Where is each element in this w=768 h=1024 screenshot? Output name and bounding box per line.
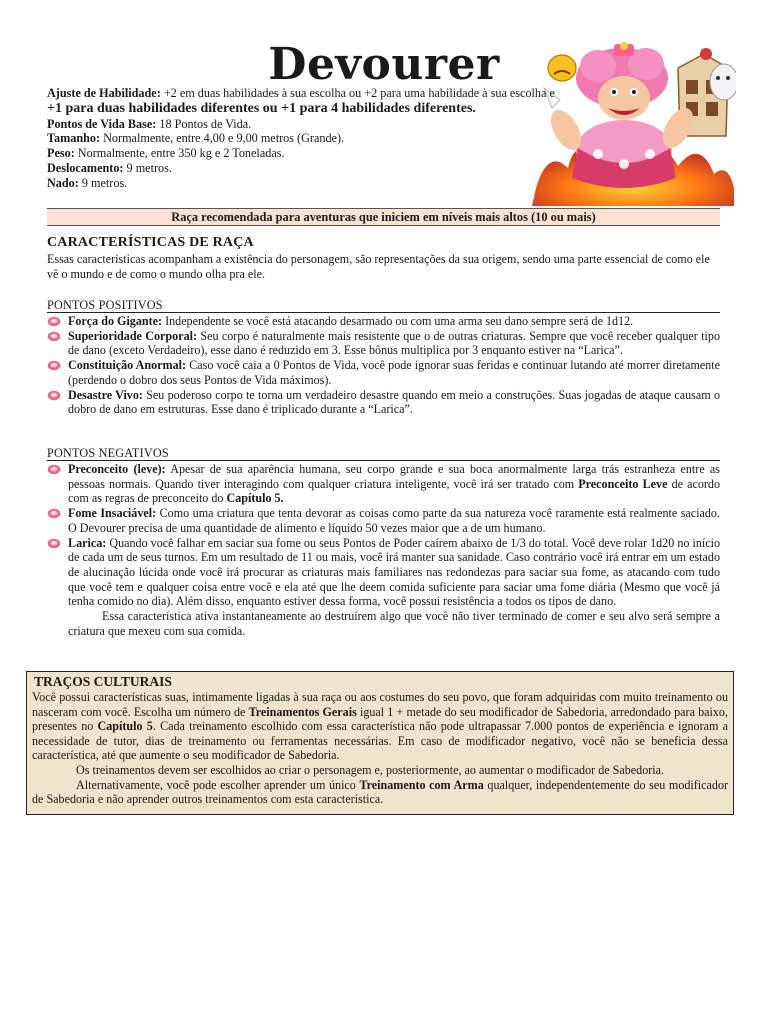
list-item bbox=[47, 314, 720, 329]
donut-bullet-icon bbox=[47, 464, 61, 475]
item-text: Seu poderoso corpo te torna um verdadeiro desastre quando em meio a construções. Suas jogadas de ataque causam o dobro de dano em estruturas. Esse dano é triplicado durante a “Larica”. bbox=[68, 387, 720, 417]
cultural-paragraph bbox=[32, 690, 728, 763]
race-traits-heading: CARACTERÍSTICAS DE RAÇA bbox=[47, 235, 254, 250]
item-bold: Capítulo 5 bbox=[226, 491, 281, 506]
ability-text-large: +1 para duas habilidades diferentes ou +1 para 4 habilidades diferentes. bbox=[47, 100, 476, 116]
move-label: Deslocamento: bbox=[47, 160, 124, 175]
size-value: Normalmente, entre 4,00 e 9,00 metros (Grande). bbox=[100, 131, 345, 146]
base-hp bbox=[47, 117, 557, 132]
hp-value: 18 Pontos de Vida. bbox=[156, 116, 252, 131]
item-name: Preconceito (leve): bbox=[68, 462, 166, 476]
race-traits-intro: Essas características acompanham a existência do personagem, são representações da sua origem, sendo uma parte essencial de como ele vê o mundo e de como o mundo olha pra ele. bbox=[47, 252, 710, 281]
item-text: Como uma criatura que tenta devorar as coisas como parte da sua natureza você raramente está realmente saciado. O Devourer precisa de uma quantidade de alimento e líquido 50 vezes maior que a de um humano. bbox=[68, 506, 720, 535]
ability-text: +2 em duas habilidades à sua escolha ou +2 para uma habilidade à sua escolha e bbox=[160, 86, 555, 100]
donut-bullet-icon bbox=[47, 316, 61, 327]
item-bold: Preconceito Leve bbox=[578, 476, 668, 491]
ability-label: Ajuste de Habilidade: bbox=[47, 86, 161, 100]
recommendation-banner: Raça recomendada para aventuras que iniciem em níveis mais altos (10 ou mais) bbox=[47, 208, 720, 226]
list-item bbox=[47, 536, 720, 639]
move-value: 9 metros. bbox=[123, 160, 172, 175]
item-name: Fome Insaciável: bbox=[68, 506, 157, 521]
cultural-traits-box bbox=[26, 671, 734, 815]
swim bbox=[47, 176, 557, 191]
item-text: Caso você caia a 0 Pontos de Vida, você pode ignorar suas feridas e continuar lutando até morrer diretamente (perdendo o dobro dos seus Pontos de Vida máximos). bbox=[68, 358, 720, 387]
page-title: Devourer bbox=[268, 39, 500, 90]
item-text: de acordo com as regras de preconceito do bbox=[68, 476, 720, 506]
item-name: Força do Gigante: bbox=[68, 314, 163, 328]
size bbox=[47, 131, 557, 146]
item-text: . bbox=[280, 491, 284, 506]
item-text: Quando você falhar em saciar sua fome ou seus Pontos de Poder caírem abaixo de 1/3 do total. Você deve rolar 1d20 no início de cada um de seus turnos. Em um resultado de 11 ou mais, você irá manter sua sanidade. Caso contrário você irá entrar em um estado de alucinação lúcida onde você irá procurar as criaturas mais familiares nas redondezas para saciar sua fome, as atacando com tudo que você tem e qualquer coisa entre você e ela até que lhe deem comida suficiente para saciar uma fome diária (Mesmo que você já tenha comido no dia). Além disso, enquanto estiver dessa forma, você possui resistência a todos os tipos de dano. bbox=[68, 535, 720, 609]
negatives-heading: PONTOS NEGATIVOS bbox=[47, 446, 720, 461]
weight-label: Peso: bbox=[47, 146, 75, 161]
bold-text: Treinamento com Arma bbox=[359, 777, 484, 792]
size-label: Tamanho: bbox=[47, 131, 101, 146]
cultural-heading: TRAÇOS CULTURAIS bbox=[34, 674, 172, 689]
list-item bbox=[47, 506, 720, 535]
text: Você possui características suas, intimamente ligadas à sua raça ou aos costumes do seu povo, que foram adquiridas com muito treinamento ou nasceram com você. Escolha um número de bbox=[32, 690, 728, 719]
stat-block bbox=[47, 86, 557, 191]
cultural-paragraph bbox=[32, 778, 728, 807]
weight bbox=[47, 146, 557, 161]
list-item bbox=[47, 358, 720, 387]
list-item bbox=[47, 388, 720, 417]
text: igual 1 + metade do seu modificador de Sabedoria, arredondado para baixo, presentes no bbox=[32, 704, 729, 734]
swim-value: 9 metros. bbox=[78, 175, 128, 190]
donut-bullet-icon bbox=[47, 331, 61, 342]
item-name: Larica: bbox=[68, 535, 107, 550]
bold-text: Treinamentos Gerais bbox=[248, 704, 357, 719]
weight-value: Normalmente, entre 350 kg e 2 Toneladas. bbox=[74, 146, 285, 161]
hp-label: Pontos de Vida Base: bbox=[47, 116, 157, 131]
movement bbox=[47, 161, 557, 176]
positives-list bbox=[47, 314, 720, 417]
item-text: Independente se você está atacando desarmado ou com uma arma seu dano sempre será de 1d12. bbox=[162, 314, 634, 328]
cultural-paragraph: Os treinamentos devem ser escolhidos ao criar o personagem e, posteriormente, ao aumentar o modificador de Sabedoria. bbox=[76, 762, 665, 777]
donut-bullet-icon bbox=[47, 390, 61, 401]
donut-bullet-icon bbox=[47, 538, 61, 549]
character-illustration bbox=[528, 38, 736, 206]
list-item bbox=[47, 462, 720, 506]
item-name: Desastre Vivo: bbox=[68, 387, 143, 402]
item-extra: Essa característica ativa instantaneamente ao destruírem algo que você não tiver terminado de comer e seu alvo será sempre a criatura que mexeu com sua comida. bbox=[68, 609, 720, 638]
positives-heading: PONTOS POSITIVOS bbox=[47, 298, 720, 313]
donut-bullet-icon bbox=[47, 360, 61, 371]
list-item bbox=[47, 329, 720, 358]
text: Alternativamente, você pode escolher aprender um único bbox=[76, 777, 360, 792]
item-text: Apesar de sua aparência humana, seu corpo grande e sua boca anormalmente larga trás estranheza entre as pessoas normais. Quando tiver interagindo com qualquer criatura inteligente, você irá ser tratado com bbox=[68, 462, 720, 491]
item-name: Constituição Anormal: bbox=[68, 358, 187, 373]
donut-bullet-icon bbox=[47, 508, 61, 519]
ability-adjustment bbox=[47, 86, 557, 117]
negatives-list bbox=[47, 462, 720, 638]
item-name: Superioridade Corporal: bbox=[68, 328, 198, 343]
text: qualquer, independentemente do seu modificador de Sabedoria e não aprender outros treinamentos com esta característica. bbox=[32, 777, 729, 807]
text: . Cada treinamento escolhido com essa característica não pode ultrapassar 7.000 pontos de experiência e ignoram a necessidade de tutor, dias de treinamento ou ferramentas necessárias. Em caso de modificador negativo, você não se beneficia dessa característica, até que aumente o seu modificador de Sabedoria. bbox=[32, 719, 728, 763]
swim-label: Nado: bbox=[47, 175, 79, 190]
bold-text: Capítulo 5 bbox=[97, 719, 153, 734]
item-text: Seu corpo é naturalmente mais resistente que o de outras criaturas. Sempre que você receber qualquer tipo de dano (exceto Verdadeiro), esse dano é reduzido em 3. Esse bônus multiplica por 3 enquanto estiver na “Larica”. bbox=[68, 328, 720, 358]
